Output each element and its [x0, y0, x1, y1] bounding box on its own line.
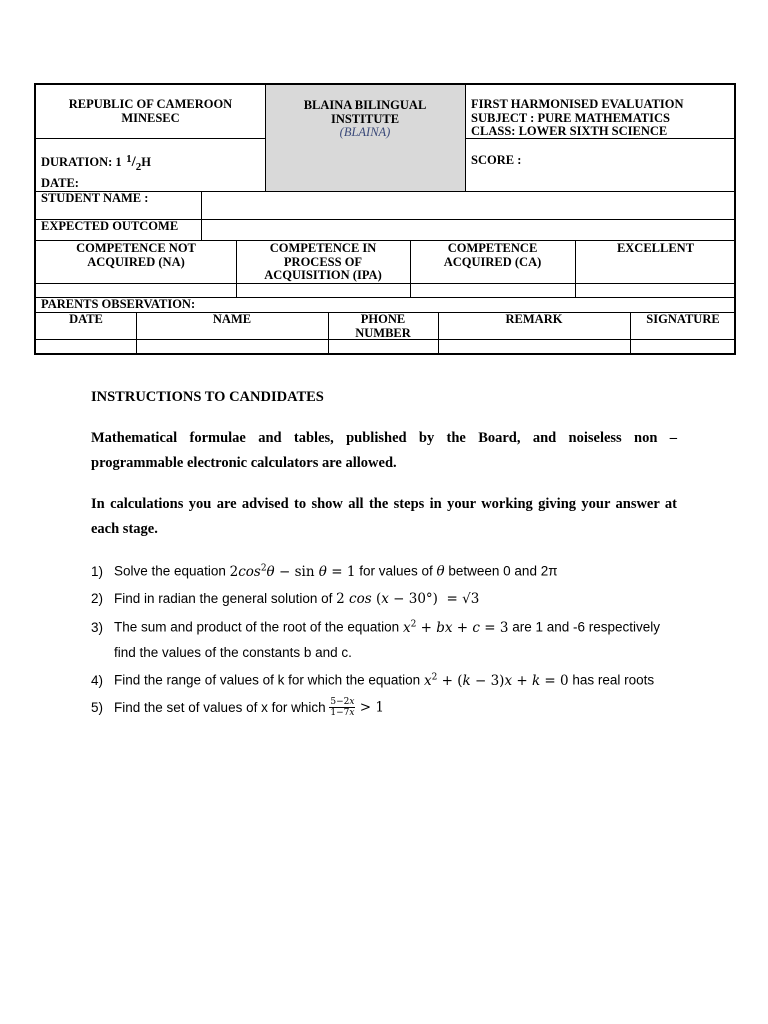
instructions-paragraph-2: In calculations you are advised to show all the steps in your working giving your answer at each stage. [91, 496, 677, 537]
parents-observation-label: PARENTS OBSERVATION: [41, 297, 196, 311]
question-number: 4) [91, 672, 104, 688]
student-name-label: STUDENT NAME : [41, 191, 149, 205]
school-name-line2: INSTITUTE [330, 111, 400, 126]
competence-excellent: EXCELLENT [616, 241, 695, 255]
obs-col-signature: SIGNATURE [646, 312, 720, 326]
col-line [201, 191, 202, 240]
exam-info-cell [471, 98, 733, 139]
competence-ipa: COMPETENCE IN PROCESS OF ACQUISITION (IPA) [264, 241, 382, 282]
question-text: for values of [355, 563, 437, 579]
question-text: are 1 and -6 respectively [508, 619, 661, 635]
question-3-line-2: find the values of the constants b and c. [114, 645, 352, 660]
header-table [34, 83, 736, 355]
question-number: 2) [91, 591, 104, 606]
equation: $x^2$ + bx + c = 3 [402, 619, 509, 636]
question-text: Find the set of values of x for which [114, 700, 330, 715]
expected-outcome-label: EXPECTED OUTCOME [41, 219, 179, 233]
country-name: REPUBLIC OF CAMEROON [68, 97, 233, 111]
obs-col-phone: PHONE NUMBER [355, 312, 411, 340]
row-line [36, 283, 736, 284]
question-4 [91, 672, 654, 689]
duration-denominator: 2 [135, 161, 142, 173]
instructions-title: INSTRUCTIONS TO CANDIDATES [91, 389, 324, 405]
duration: DURATION: 1 $^1/_2H$ [41, 153, 151, 173]
question-text: Solve the equation [114, 563, 230, 579]
question-text: has real roots [568, 672, 655, 688]
date-label: DATE: [41, 176, 79, 190]
competence-na: COMPETENCE NOT ACQUIRED (NA) [76, 241, 196, 269]
obs-col-date: DATE [69, 312, 103, 326]
question-text: Find the range of values of k for which the equation [114, 672, 424, 688]
duration-cell [41, 151, 261, 191]
theta-symbol: θ [436, 563, 445, 580]
question-text: Find in radian the general solution of [114, 591, 337, 606]
question-number: 5) [91, 700, 104, 715]
instructions-paragraph-1: Mathematical formulae and tables, published by the Board, and noiseless non – programmable electronic calculators are allowed. [91, 430, 677, 471]
exam-title: FIRST HARMONISED EVALUATION [471, 97, 684, 111]
ministry-name: MINESEC [121, 110, 180, 125]
col-line [410, 240, 411, 297]
col-line [236, 240, 237, 297]
duration-unit: H [141, 155, 151, 169]
question-1 [91, 563, 558, 580]
obs-col-remark: REMARK [505, 312, 563, 326]
col-line [465, 85, 466, 191]
question-5 [91, 697, 384, 718]
exam-class: CLASS: LOWER SIXTH SCIENCE [471, 124, 668, 138]
duration-numerator: 1 [126, 153, 132, 165]
col-line [328, 312, 329, 355]
country-cell [36, 98, 265, 125]
equation: $2\cos^2\theta - \sin \theta = 1$ [229, 563, 356, 580]
exam-subject: SUBJECT : PURE MATHEMATICS [471, 110, 670, 125]
obs-col-name: NAME [212, 312, 252, 326]
question-text: between 0 and 2π [444, 563, 558, 579]
question-2 [91, 591, 479, 607]
question-number: 1) [91, 563, 104, 579]
school-cell [265, 99, 465, 140]
school-name-line1: BLAINA BILINGUAL [303, 98, 427, 112]
equation: 2 cos (x − 30°) = √3 [336, 591, 480, 607]
score-label: SCORE : [471, 153, 522, 167]
question-3 [91, 619, 660, 636]
row-line [36, 138, 265, 139]
question-number: 3) [91, 619, 104, 635]
equation: $x^2 + (k - 3)x + k = 0$ [423, 672, 569, 689]
inequality-fraction: $\frac{5-2x}{1-7x}$ [330, 697, 355, 718]
duration-label: DURATION: 1 [41, 155, 122, 169]
competence-ca: COMPETENCE ACQUIRED (CA) [443, 241, 542, 269]
inequality-rhs: > 1 [355, 699, 384, 716]
question-text: The sum and product of the root of the equation [114, 619, 403, 635]
school-short-name: (BLAINA) [339, 125, 391, 139]
